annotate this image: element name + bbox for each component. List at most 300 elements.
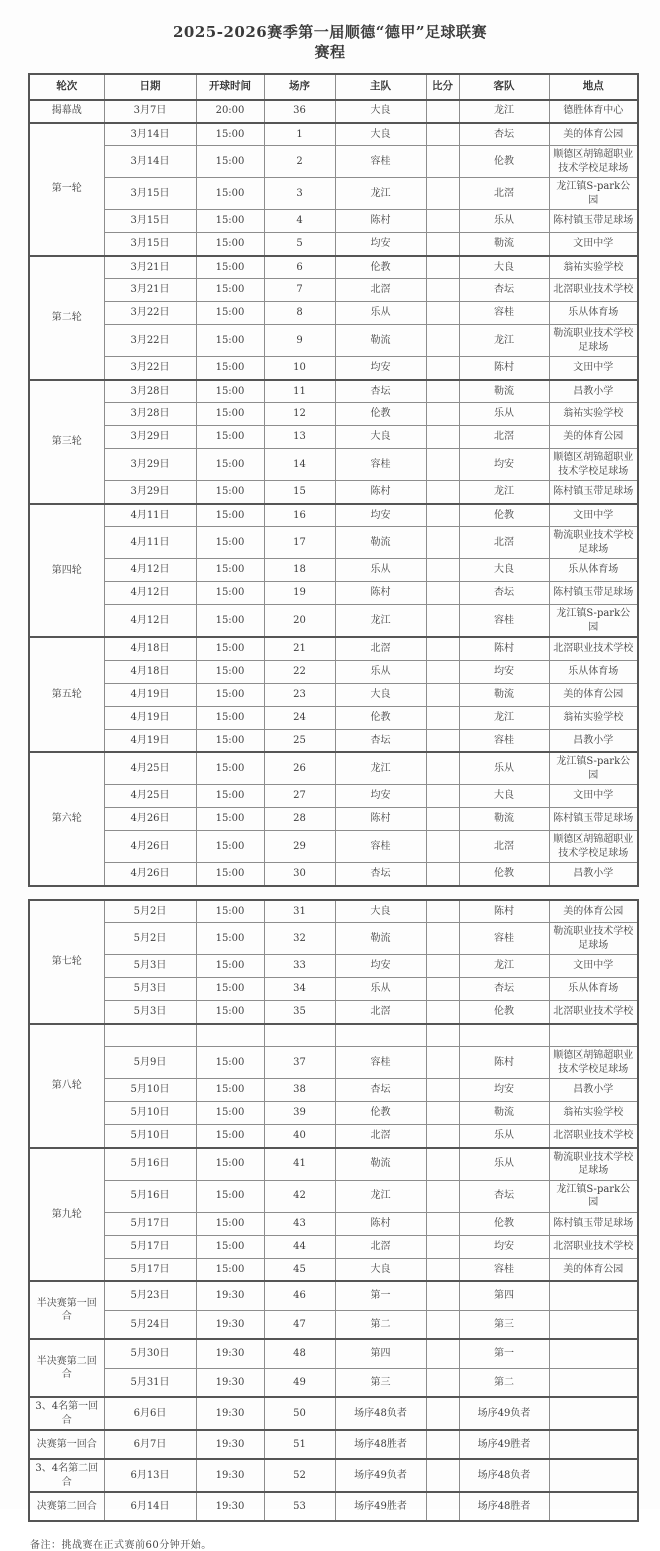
cell-kickoff-time: 15:00 xyxy=(196,683,264,706)
cell-match-no: 17 xyxy=(264,527,335,559)
table-row xyxy=(29,1001,638,1024)
table-row xyxy=(29,637,638,660)
cell-match-no: 27 xyxy=(264,785,335,808)
cell-date: 3月15日 xyxy=(104,210,196,233)
cell-score xyxy=(426,302,459,325)
cell-date: 5月3日 xyxy=(104,1001,196,1024)
cell-date: 5月2日 xyxy=(104,900,196,923)
cell-score xyxy=(426,582,459,605)
cell-home-team: 勒流 xyxy=(335,923,426,955)
cell-score xyxy=(426,923,459,955)
cell-away-team: 杏坛 xyxy=(459,279,549,302)
table-row xyxy=(29,210,638,233)
round-label: 半决赛第二回合 xyxy=(29,1339,104,1397)
cell-date: 3月29日 xyxy=(104,449,196,481)
cell-venue: 龙江镇S-park公园 xyxy=(549,178,638,210)
cell-score xyxy=(426,1125,459,1148)
cell-home-team: 大良 xyxy=(335,683,426,706)
cell-score xyxy=(426,403,459,426)
table-row xyxy=(29,660,638,683)
cell-home-team: 陈村 xyxy=(335,582,426,605)
cell-score xyxy=(426,978,459,1001)
cell-score xyxy=(426,1492,459,1521)
cell-away-team: 乐从 xyxy=(459,752,549,785)
cell-kickoff-time: 19:30 xyxy=(196,1310,264,1339)
cell-score xyxy=(426,527,459,559)
cell-match-no: 4 xyxy=(264,210,335,233)
table-row xyxy=(29,582,638,605)
cell-score xyxy=(426,1397,459,1430)
cell-home-team: 北滘 xyxy=(335,1125,426,1148)
cell-away-team: 均安 xyxy=(459,1235,549,1258)
cell-score xyxy=(426,637,459,660)
cell-kickoff-time: 19:30 xyxy=(196,1430,264,1459)
cell-date: 5月3日 xyxy=(104,978,196,1001)
table-row xyxy=(29,1397,638,1430)
cell-kickoff-time: 15:00 xyxy=(196,637,264,660)
cell-away-team: 勒流 xyxy=(459,683,549,706)
cell-kickoff-time: 15:00 xyxy=(196,1180,264,1212)
cell-date: 3月22日 xyxy=(104,302,196,325)
cell-away-team: 陈村 xyxy=(459,1047,549,1079)
cell-score xyxy=(426,831,459,863)
cell-date: 4月25日 xyxy=(104,752,196,785)
table-row xyxy=(29,808,638,831)
cell-date: 5月9日 xyxy=(104,1047,196,1079)
cell-away-team: 第二 xyxy=(459,1368,549,1397)
cell-home-team: 陈村 xyxy=(335,808,426,831)
cell-date: 5月23日 xyxy=(104,1281,196,1310)
round-label: 第一轮 xyxy=(29,123,104,256)
title-block xyxy=(0,0,660,63)
cell-home-team: 第四 xyxy=(335,1339,426,1368)
table-row xyxy=(29,1459,638,1492)
table-row xyxy=(29,100,638,123)
table-row xyxy=(29,233,638,256)
header-row xyxy=(29,74,638,100)
table-row xyxy=(29,527,638,559)
cell-venue: 文田中学 xyxy=(549,504,638,527)
cell-date: 3月28日 xyxy=(104,403,196,426)
col-header: 比分 xyxy=(426,74,459,100)
cell-kickoff-time: 15:00 xyxy=(196,785,264,808)
cell-venue: 昌教小学 xyxy=(549,863,638,886)
cell-kickoff-time: 15:00 xyxy=(196,527,264,559)
cell-venue xyxy=(549,1492,638,1521)
cell-date: 4月19日 xyxy=(104,729,196,752)
cell-match-no: 43 xyxy=(264,1212,335,1235)
cell-date: 4月11日 xyxy=(104,527,196,559)
cell-date: 5月17日 xyxy=(104,1212,196,1235)
cell-kickoff-time: 15:00 xyxy=(196,808,264,831)
cell-match-no: 5 xyxy=(264,233,335,256)
cell-date: 5月10日 xyxy=(104,1079,196,1102)
cell-kickoff-time: 19:30 xyxy=(196,1339,264,1368)
cell-away-team: 伦教 xyxy=(459,1001,549,1024)
cell-venue: 顺德区胡锦超职业技术学校足球场 xyxy=(549,831,638,863)
table-row xyxy=(29,1368,638,1397)
cell-away-team: 北滘 xyxy=(459,178,549,210)
cell-venue: 乐从体育场 xyxy=(549,302,638,325)
cell-away-team: 勒流 xyxy=(459,1102,549,1125)
cell-home-team: 伦教 xyxy=(335,256,426,279)
cell-date: 6月14日 xyxy=(104,1492,196,1521)
table-row xyxy=(29,1102,638,1125)
cell-score xyxy=(426,1310,459,1339)
table-row xyxy=(29,1339,638,1368)
table-row xyxy=(29,785,638,808)
cell-score xyxy=(426,357,459,380)
cell-score xyxy=(426,1459,459,1492)
round-label: 3、4名第一回合 xyxy=(29,1397,104,1430)
cell-away-team: 乐从 xyxy=(459,1148,549,1181)
cell-match-no: 34 xyxy=(264,978,335,1001)
cell-match-no: 12 xyxy=(264,403,335,426)
cell-venue: 顺德区胡锦超职业技术学校足球场 xyxy=(549,449,638,481)
table-row xyxy=(29,1079,638,1102)
cell-score xyxy=(426,256,459,279)
cell-match-no: 9 xyxy=(264,325,335,357)
cell-date: 4月26日 xyxy=(104,863,196,886)
cell-match-no: 6 xyxy=(264,256,335,279)
cell-away-team: 第一 xyxy=(459,1339,549,1368)
cell-venue: 陈村镇玉带足球场 xyxy=(549,582,638,605)
cell-score xyxy=(426,1079,459,1102)
table-row xyxy=(29,1047,638,1079)
cell-match-no: 2 xyxy=(264,146,335,178)
cell-match-no: 50 xyxy=(264,1397,335,1430)
cell-date: 5月17日 xyxy=(104,1258,196,1281)
cell-match-no: 28 xyxy=(264,808,335,831)
cell-home-team: 乐从 xyxy=(335,559,426,582)
cell-venue: 德胜体育中心 xyxy=(549,100,638,123)
cell-venue: 翁祐实验学校 xyxy=(549,1102,638,1125)
cell-kickoff-time: 15:00 xyxy=(196,863,264,886)
table-row xyxy=(29,752,638,785)
cell-kickoff-time: 19:30 xyxy=(196,1281,264,1310)
cell-score xyxy=(426,1258,459,1281)
cell-away-team: 伦教 xyxy=(459,146,549,178)
cell-kickoff-time: 15:00 xyxy=(196,233,264,256)
cell-match-no: 51 xyxy=(264,1430,335,1459)
cell-score xyxy=(426,178,459,210)
cell-home-team: 均安 xyxy=(335,357,426,380)
cell-match-no: 41 xyxy=(264,1148,335,1181)
cell-kickoff-time: 15:00 xyxy=(196,256,264,279)
cell-match-no: 46 xyxy=(264,1281,335,1310)
cell-match-no: 24 xyxy=(264,706,335,729)
cell-away-team: 均安 xyxy=(459,449,549,481)
cell-home-team: 场序48负者 xyxy=(335,1397,426,1430)
cell-kickoff-time: 15:00 xyxy=(196,706,264,729)
cell-match-no: 45 xyxy=(264,1258,335,1281)
cell-kickoff-time: 19:30 xyxy=(196,1492,264,1521)
col-header: 主队 xyxy=(335,74,426,100)
cell-venue: 陈村镇玉带足球场 xyxy=(549,808,638,831)
cell-score xyxy=(426,955,459,978)
cell-date: 4月18日 xyxy=(104,660,196,683)
table-row xyxy=(29,357,638,380)
cell-match-no: 10 xyxy=(264,357,335,380)
cell-away-team: 乐从 xyxy=(459,403,549,426)
cell-away-team: 容桂 xyxy=(459,923,549,955)
cell-score xyxy=(426,1180,459,1212)
cell-away-team: 大良 xyxy=(459,785,549,808)
cell-home-team: 第二 xyxy=(335,1310,426,1339)
cell-date: 3月15日 xyxy=(104,233,196,256)
cell-venue: 文田中学 xyxy=(549,785,638,808)
round-label: 决赛第一回合 xyxy=(29,1430,104,1459)
cell-match-no: 31 xyxy=(264,900,335,923)
cell-away-team: 杏坛 xyxy=(459,1180,549,1212)
cell-kickoff-time: 15:00 xyxy=(196,978,264,1001)
cell-venue: 北滘职业技术学校 xyxy=(549,279,638,302)
cell-kickoff-time: 15:00 xyxy=(196,123,264,146)
cell-home-team: 大良 xyxy=(335,100,426,123)
round-label: 第七轮 xyxy=(29,900,104,1024)
cell-score xyxy=(426,660,459,683)
cell-match-no: 3 xyxy=(264,178,335,210)
cell-home-team: 龙江 xyxy=(335,752,426,785)
col-header: 客队 xyxy=(459,74,549,100)
table-row xyxy=(29,1281,638,1310)
cell-kickoff-time: 19:30 xyxy=(196,1368,264,1397)
cell-home-team: 容桂 xyxy=(335,1047,426,1079)
cell-venue: 昌教小学 xyxy=(549,380,638,403)
cell-venue xyxy=(549,1459,638,1492)
cell-kickoff-time: 15:00 xyxy=(196,1125,264,1148)
cell-venue xyxy=(549,1281,638,1310)
cell-away-team: 容桂 xyxy=(459,605,549,638)
cell-venue xyxy=(549,1397,638,1430)
cell-home-team: 伦教 xyxy=(335,403,426,426)
cell-home-team: 场序49胜者 xyxy=(335,1492,426,1521)
cell-match-no: 53 xyxy=(264,1492,335,1521)
cell-kickoff-time: 15:00 xyxy=(196,481,264,504)
cell-home-team: 第三 xyxy=(335,1368,426,1397)
cell-away-team: 第三 xyxy=(459,1310,549,1339)
cell-score xyxy=(426,706,459,729)
cell-home-team: 伦教 xyxy=(335,706,426,729)
cell-home-team: 杏坛 xyxy=(335,863,426,886)
cell-kickoff-time: 15:00 xyxy=(196,449,264,481)
cell-home-team xyxy=(335,1024,426,1047)
cell-kickoff-time: 15:00 xyxy=(196,146,264,178)
cell-date: 4月19日 xyxy=(104,683,196,706)
cell-date: 5月10日 xyxy=(104,1125,196,1148)
cell-score xyxy=(426,1281,459,1310)
cell-away-team: 乐从 xyxy=(459,210,549,233)
schedule-table-rounds-1-6 xyxy=(28,73,639,887)
cell-home-team: 杏坛 xyxy=(335,380,426,403)
cell-match-no: 23 xyxy=(264,683,335,706)
cell-away-team: 场序49胜者 xyxy=(459,1430,549,1459)
cell-score xyxy=(426,1212,459,1235)
table-row xyxy=(29,729,638,752)
cell-venue: 昌教小学 xyxy=(549,729,638,752)
cell-away-team: 勒流 xyxy=(459,380,549,403)
cell-score xyxy=(426,504,459,527)
cell-match-no: 15 xyxy=(264,481,335,504)
page-title: 2025-2026赛季第一届顺德“德甲”足球联赛 xyxy=(173,23,487,41)
cell-score xyxy=(426,279,459,302)
cell-date: 5月30日 xyxy=(104,1339,196,1368)
cell-date: 4月12日 xyxy=(104,559,196,582)
table-row xyxy=(29,426,638,449)
cell-date: 4月26日 xyxy=(104,808,196,831)
cell-match-no: 22 xyxy=(264,660,335,683)
cell-venue xyxy=(549,1310,638,1339)
cell-venue: 翁祐实验学校 xyxy=(549,706,638,729)
cell-kickoff-time: 15:00 xyxy=(196,752,264,785)
cell-match-no: 8 xyxy=(264,302,335,325)
table-row xyxy=(29,863,638,886)
round-label: 第八轮 xyxy=(29,1024,104,1148)
cell-date: 5月16日 xyxy=(104,1148,196,1181)
cell-home-team: 北滘 xyxy=(335,637,426,660)
cell-home-team: 大良 xyxy=(335,1258,426,1281)
cell-venue: 文田中学 xyxy=(549,357,638,380)
cell-venue: 翁祐实验学校 xyxy=(549,256,638,279)
cell-kickoff-time: 15:00 xyxy=(196,426,264,449)
cell-away-team: 北滘 xyxy=(459,831,549,863)
cell-away-team: 均安 xyxy=(459,1079,549,1102)
cell-away-team: 陈村 xyxy=(459,637,549,660)
cell-kickoff-time: 15:00 xyxy=(196,1047,264,1079)
cell-score xyxy=(426,1339,459,1368)
cell-away-team: 龙江 xyxy=(459,100,549,123)
cell-score xyxy=(426,559,459,582)
cell-away-team: 龙江 xyxy=(459,325,549,357)
cell-venue: 北滘职业技术学校 xyxy=(549,1001,638,1024)
cell-date: 5月24日 xyxy=(104,1310,196,1339)
cell-home-team: 陈村 xyxy=(335,1212,426,1235)
table-row xyxy=(29,146,638,178)
table-row xyxy=(29,1492,638,1521)
cell-match-no: 25 xyxy=(264,729,335,752)
cell-score xyxy=(426,1001,459,1024)
cell-match-no: 19 xyxy=(264,582,335,605)
table-row xyxy=(29,706,638,729)
cell-kickoff-time: 15:00 xyxy=(196,210,264,233)
cell-date: 5月3日 xyxy=(104,955,196,978)
cell-match-no: 38 xyxy=(264,1079,335,1102)
cell-kickoff-time: 15:00 xyxy=(196,1212,264,1235)
cell-kickoff-time: 15:00 xyxy=(196,1102,264,1125)
cell-match-no: 35 xyxy=(264,1001,335,1024)
cell-venue xyxy=(549,1339,638,1368)
cell-score xyxy=(426,426,459,449)
table-row xyxy=(29,1235,638,1258)
col-header: 地点 xyxy=(549,74,638,100)
cell-date: 3月28日 xyxy=(104,380,196,403)
cell-date: 5月17日 xyxy=(104,1235,196,1258)
cell-score xyxy=(426,1148,459,1181)
cell-date: 3月14日 xyxy=(104,146,196,178)
table-row xyxy=(29,1024,638,1047)
cell-score xyxy=(426,449,459,481)
cell-date: 3月22日 xyxy=(104,325,196,357)
cell-match-no xyxy=(264,1024,335,1047)
cell-match-no: 48 xyxy=(264,1339,335,1368)
cell-home-team: 龙江 xyxy=(335,178,426,210)
cell-kickoff-time: 15:00 xyxy=(196,605,264,638)
cell-home-team: 均安 xyxy=(335,504,426,527)
cell-match-no: 20 xyxy=(264,605,335,638)
cell-score xyxy=(426,146,459,178)
cell-venue: 陈村镇玉带足球场 xyxy=(549,1212,638,1235)
cell-score xyxy=(426,210,459,233)
col-header: 场序 xyxy=(264,74,335,100)
cell-venue: 龙江镇S-park公园 xyxy=(549,605,638,638)
cell-date: 3月14日 xyxy=(104,123,196,146)
cell-score xyxy=(426,325,459,357)
table-row xyxy=(29,1212,638,1235)
cell-score xyxy=(426,1047,459,1079)
table-row xyxy=(29,380,638,403)
cell-date: 5月10日 xyxy=(104,1102,196,1125)
cell-home-team: 龙江 xyxy=(335,1180,426,1212)
cell-score xyxy=(426,1235,459,1258)
table-row xyxy=(29,1258,638,1281)
cell-home-team: 北滘 xyxy=(335,1001,426,1024)
table-row xyxy=(29,605,638,638)
cell-away-team: 杏坛 xyxy=(459,978,549,1001)
cell-away-team: 大良 xyxy=(459,256,549,279)
cell-home-team: 容桂 xyxy=(335,146,426,178)
cell-away-team: 陈村 xyxy=(459,357,549,380)
cell-away-team: 容桂 xyxy=(459,729,549,752)
cell-score xyxy=(426,863,459,886)
cell-away-team: 乐从 xyxy=(459,1125,549,1148)
cell-kickoff-time: 15:00 xyxy=(196,1258,264,1281)
table-row xyxy=(29,1125,638,1148)
table-row xyxy=(29,900,638,923)
cell-date: 6月13日 xyxy=(104,1459,196,1492)
cell-kickoff-time: 15:00 xyxy=(196,831,264,863)
cell-score xyxy=(426,1024,459,1047)
cell-home-team: 陈村 xyxy=(335,481,426,504)
cell-date: 4月12日 xyxy=(104,582,196,605)
footer-note: 备注：挑战赛在正式赛前60分钟开始。 xyxy=(30,1540,212,1551)
cell-home-team: 乐从 xyxy=(335,660,426,683)
cell-venue: 顺德区胡锦超职业技术学校足球场 xyxy=(549,146,638,178)
table-row xyxy=(29,978,638,1001)
cell-date: 3月29日 xyxy=(104,426,196,449)
cell-match-no: 14 xyxy=(264,449,335,481)
cell-score xyxy=(426,380,459,403)
cell-home-team: 均安 xyxy=(335,785,426,808)
cell-venue: 北滘职业技术学校 xyxy=(549,637,638,660)
cell-home-team: 均安 xyxy=(335,955,426,978)
cell-away-team: 勒流 xyxy=(459,808,549,831)
cell-home-team: 陈村 xyxy=(335,210,426,233)
table-row xyxy=(29,325,638,357)
round-label: 第五轮 xyxy=(29,637,104,752)
cell-venue: 昌教小学 xyxy=(549,1079,638,1102)
cell-venue: 北滘职业技术学校 xyxy=(549,1235,638,1258)
cell-date: 4月18日 xyxy=(104,637,196,660)
table-row xyxy=(29,1148,638,1181)
col-header: 日期 xyxy=(104,74,196,100)
cell-away-team: 龙江 xyxy=(459,481,549,504)
table-row xyxy=(29,831,638,863)
cell-home-team: 乐从 xyxy=(335,302,426,325)
cell-match-no: 26 xyxy=(264,752,335,785)
cell-kickoff-time: 15:00 xyxy=(196,302,264,325)
cell-score xyxy=(426,1102,459,1125)
cell-venue xyxy=(549,1368,638,1397)
